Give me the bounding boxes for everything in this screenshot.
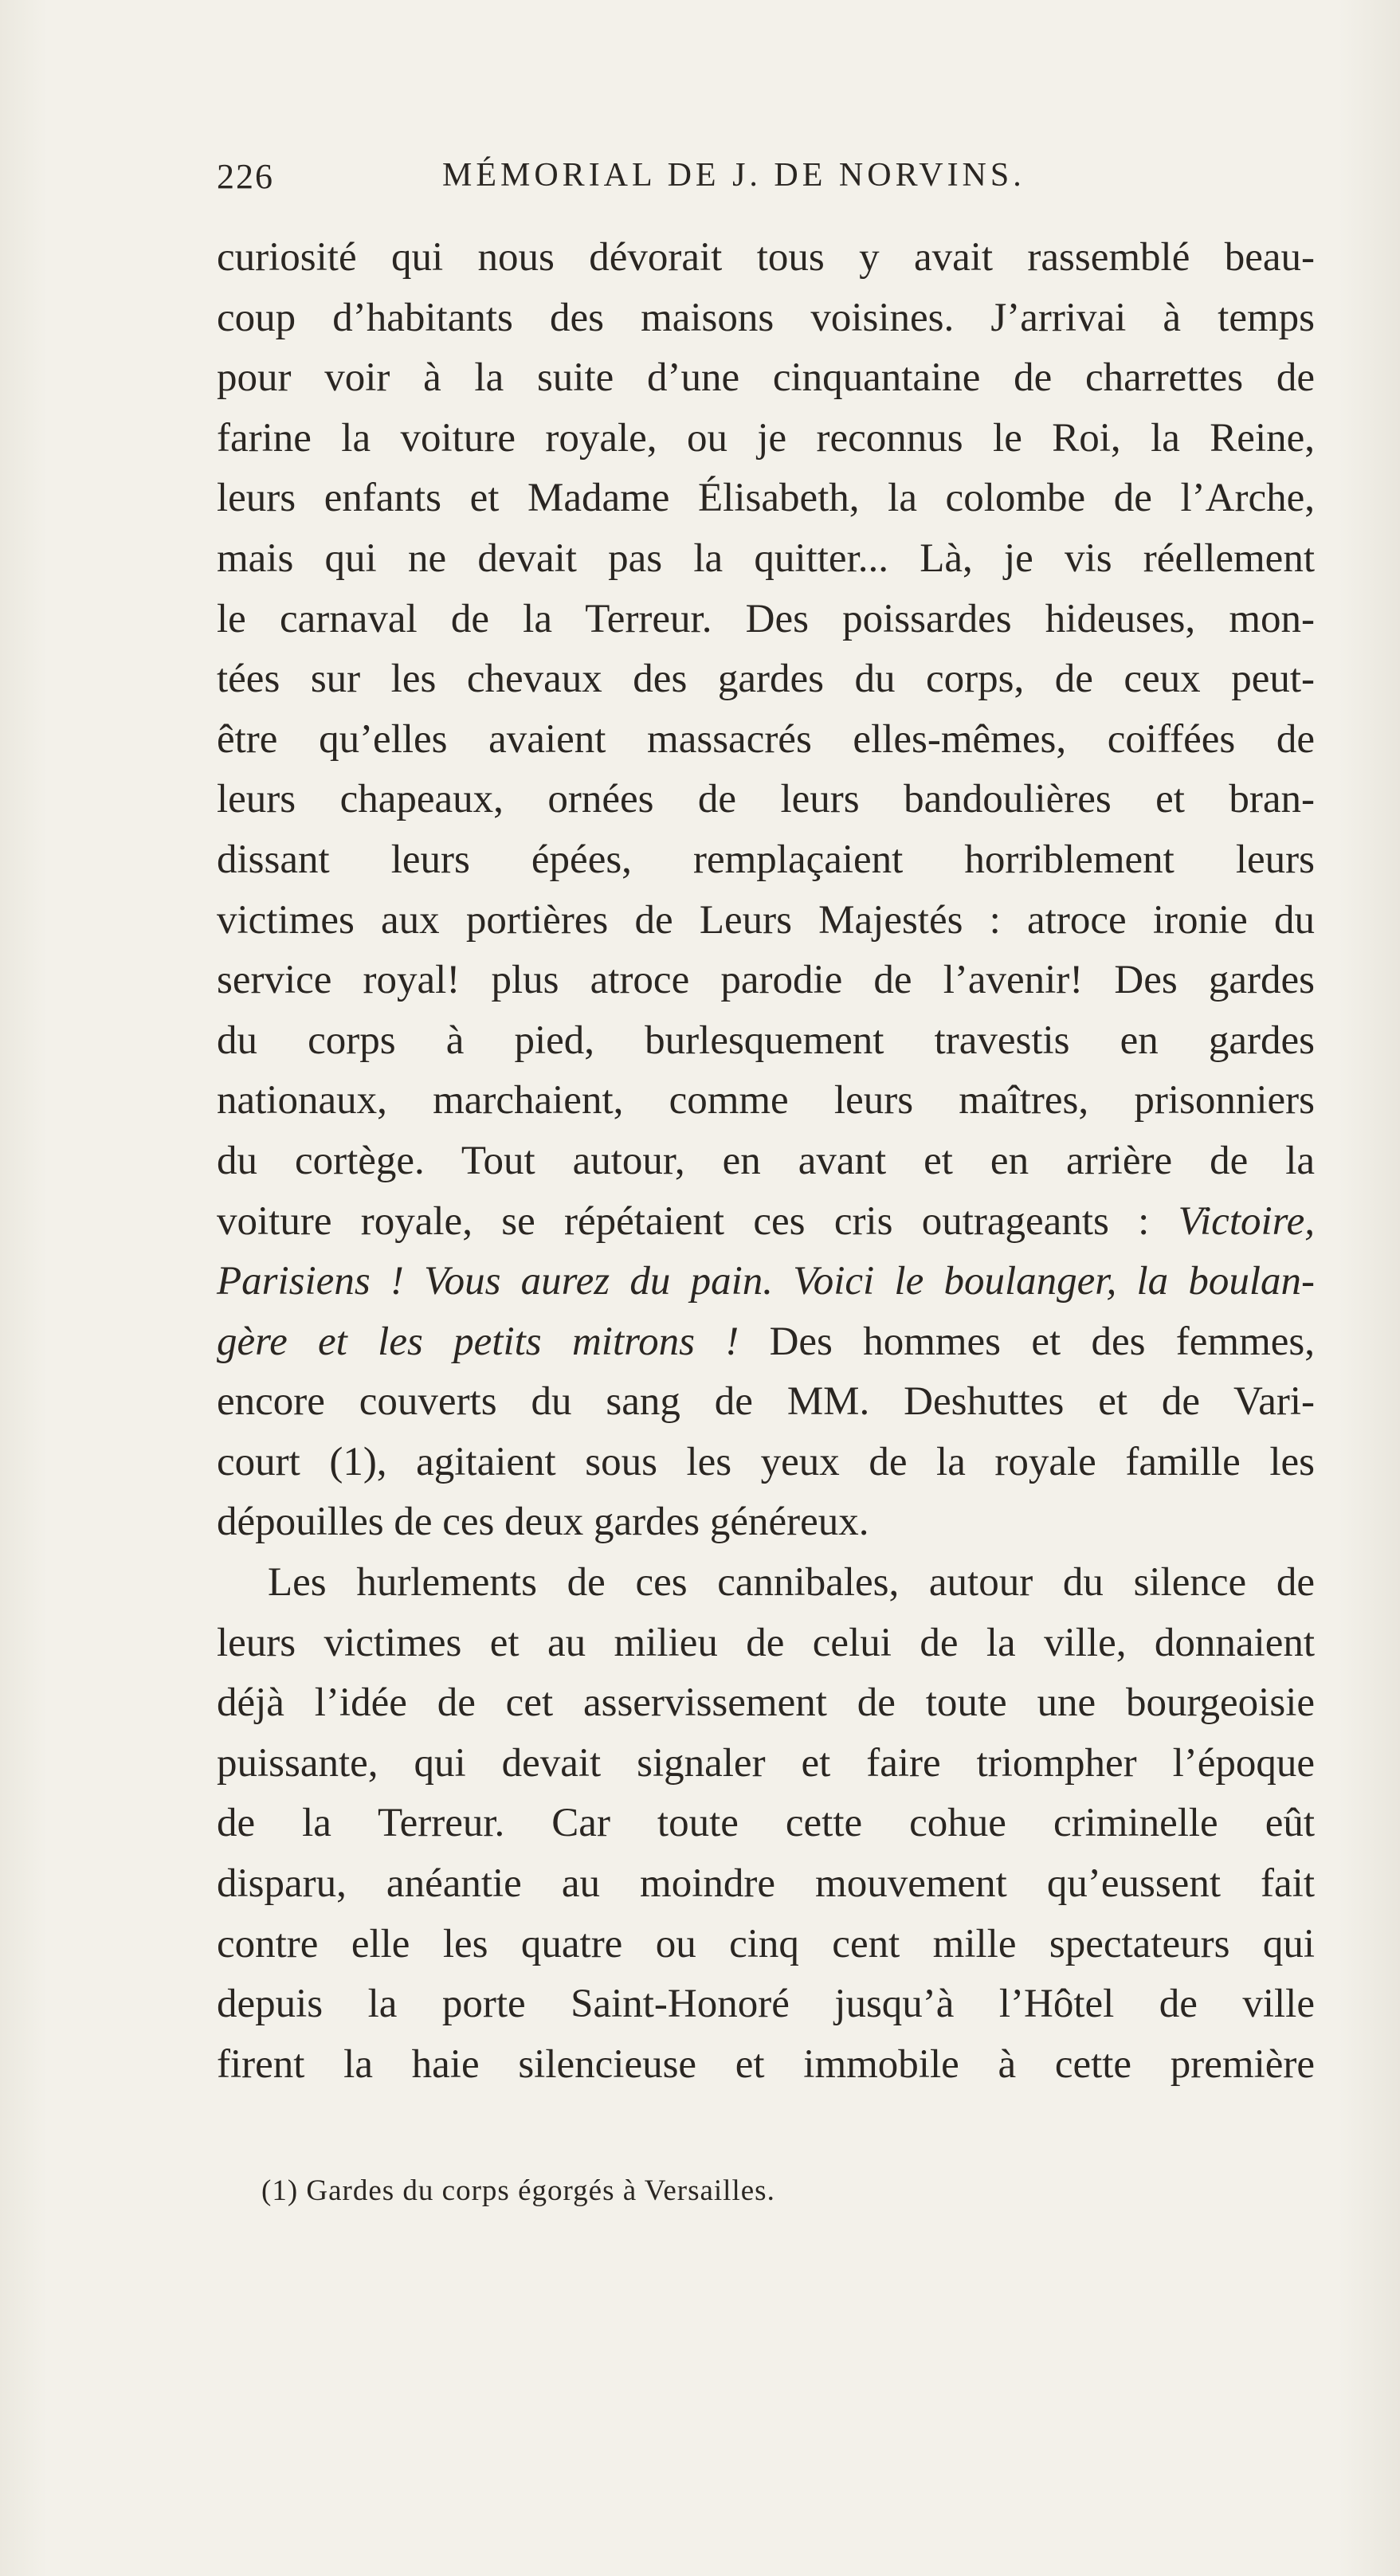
text-line: dissant leurs épées, remplaçaient horriblement leurs [217,837,1315,882]
italic-run: gère et les petits mitrons ! [217,1319,739,1364]
running-head: MÉMORIAL DE J. DE NORVINS. [442,157,1025,194]
text-line: nationaux, marchaient, comme leurs maîtres, prisonniers [217,1078,1315,1123]
footnote: (1) Gardes du corps égorgés à Versailles. [261,2174,775,2207]
text-line: service royal! plus atroce parodie de l’avenir! Des gardes [217,958,1315,1003]
text-line: du corps à pied, burlesquement travestis en gardes [217,1017,1315,1063]
text-line: pour voir à la suite d’une cinquantaine de charrettes de [217,355,1315,401]
text-line: tées sur les chevaux des gardes du corps, de ceux peut- [217,657,1315,702]
page-number: 226 [217,157,274,196]
text-line: le carnaval de la Terreur. Des poissardes hideuses, mon- [217,596,1315,641]
text-run: voiture royale, se répétaient ces cris outrageants : [217,1198,1178,1244]
text-line: mais qui ne devait pas la quitter... Là, je vis réellement [217,535,1315,581]
body-text [217,228,1315,2095]
text-line: farine la voiture royale, ou je reconnus le Roi, la Reine, [217,415,1315,461]
text-line: curiosité qui nous dévorait tous y avait rassemblé beau- [217,235,1315,280]
text-line: leurs enfants et Madame Élisabeth, la colombe de l’Arche, [217,476,1315,521]
text-line: dépouilles de ces deux gardes généreux. [217,1500,869,1545]
text-line: coup d’habitants des maisons voisines. J’arrivai à temps [217,295,1315,340]
page-header [217,156,1093,204]
italic-run: Parisiens ! Vous aurez du pain. Voici le boulanger, la boulan- [217,1259,1315,1304]
text-line: encore couverts du sang de MM. Deshuttes et de Vari- [217,1379,1315,1425]
text-line: Les hurlements de ces cannibales, autour du silence de [268,1560,1315,1606]
text-line: puissante, qui devait signaler et faire triompher l’époque [217,1740,1315,1786]
text-line: contre elle les quatre ou cinq cent mille spectateurs qui [217,1921,1315,1966]
text-line: depuis la porte Saint-Honoré jusqu’à l’Hôtel de ville [217,1982,1315,2027]
text-line: firent la haie silencieuse et immobile à cette première [217,2041,1315,2087]
text-line: disparu, anéantie au moindre mouvement qu’eussent fait [217,1861,1315,1907]
text-line: de la Terreur. Car toute cette cohue criminelle eût [217,1801,1315,1846]
italic-run: Victoire, [1178,1198,1315,1244]
text-line: du cortège. Tout autour, en avant et en arrière de la [217,1138,1315,1183]
text-line: leurs chapeaux, ornées de leurs bandoulières et bran- [217,777,1315,822]
text-line-italic [217,1252,1315,1312]
text-line-mixed [217,1192,1315,1253]
text-line: court (1), agitaient sous les yeux de la royale famille les [217,1439,1315,1484]
text-run: Des hommes et des femmes, [739,1319,1315,1364]
text-line-mixed [217,1312,1315,1373]
text-line: leurs victimes et au milieu de celui de la ville, donnaient [217,1620,1315,1665]
text-line: être qu’elles avaient massacrés elles-mêmes, coiffées de [217,716,1315,762]
text-line: victimes aux portières de Leurs Majestés : atroce ironie du [217,897,1315,943]
text-line: déjà l’idée de cet asservissement de toute une bourgeoisie [217,1680,1315,1726]
